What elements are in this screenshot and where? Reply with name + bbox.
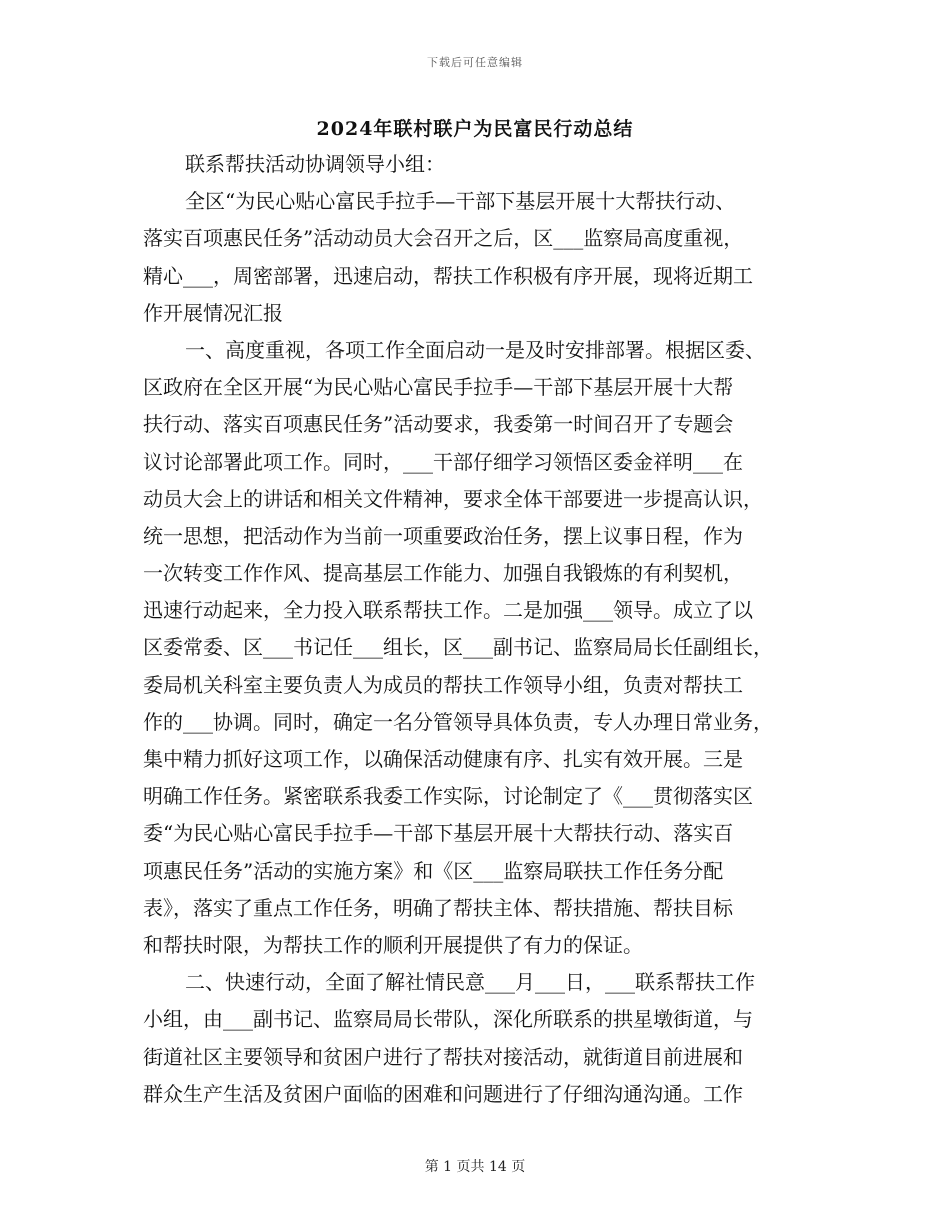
body-line: 落实百项惠民任务”活动动员大会召开之后，区___监察局高度重视， — [143, 226, 744, 251]
page-footer: 第 1 页共 14 页 — [424, 1159, 526, 1175]
body-line: 明确工作任务。紧密联系我委工作实际，讨论制定了《___贯彻落实区 — [143, 784, 753, 809]
page-header-note: 下载后可任意编辑 — [427, 56, 523, 69]
body-line: 区政府在全区开展“为民心贴心富民手拉手—干部下基层开展十大帮 — [143, 375, 734, 400]
body-line: 和帮扶时限，为帮扶工作的顺利开展提供了有力的保证。 — [143, 932, 643, 957]
body-line: 街道社区主要领导和贫困户进行了帮扶对接活动，就街道目前进展和 — [143, 1044, 743, 1069]
body-line: 精心___，周密部署，迅速启动，帮扶工作积极有序开展，现将近期工 — [143, 263, 753, 288]
body-line: 群众生产生活及贫困户面临的困难和问题进行了仔细沟通沟通。工作 — [143, 1081, 743, 1106]
body-line: 委局机关科室主要负责人为成员的帮扶工作领导小组，负责对帮扶工 — [143, 672, 743, 697]
body-line: 联系帮扶活动协调领导小组： — [185, 152, 445, 176]
body-line: 迅速行动起来，全力投入联系帮扶工作。二是加强___领导。成立了以 — [143, 598, 753, 623]
body-line: 小组，由___副书记、监察局局长带队，深化所联系的拱星墩街道，与 — [143, 1007, 753, 1032]
body-line: 表》，落实了重点工作任务，明确了帮扶主体、帮扶措施、帮扶目标 — [143, 895, 733, 920]
body-line: 集中精力抓好这项工作，以确保活动健康有序、扎实有效开展。三是 — [143, 747, 743, 771]
body-line: 作的___协调。同时，确定一名分管领导具体负责，专人办理日常业务， — [143, 709, 773, 734]
body-line: 统一思想，把活动作为当前一项重要政治任务，摆上议事日程，作为 — [143, 523, 743, 548]
body-line: 一、高度重视，各项工作全面启动一是及时安排部署。根据区委、 — [185, 337, 765, 362]
body-line: 作开展情况汇报 — [143, 300, 283, 325]
body-line: 议讨论部署此项工作。同时，___干部仔细学习领悟区委金祥明___在 — [143, 449, 743, 474]
document-title: 2024年联村联户为民富民行动总结 — [316, 118, 634, 140]
body-line: 项惠民任务”活动的实施方案》和《区___监察局联扶工作任务分配 — [143, 858, 724, 883]
body-line: 委“为民心贴心富民手拉手—干部下基层开展十大帮扶行动、落实百 — [143, 821, 734, 846]
document-body — [143, 146, 815, 1113]
body-line: 区委常委、区___书记任___组长，区___副书记、监察局局长任副组长， — [143, 635, 773, 660]
body-line: 全区“为民心贴心富民手拉手—干部下基层开展十大帮扶行动、 — [185, 189, 736, 214]
body-line: 二、快速行动，全面了解社情民意___月___日，___联系帮扶工作 — [185, 970, 755, 995]
body-line: 扶行动、落实百项惠民任务”活动要求，我委第一时间召开了专题会 — [143, 412, 734, 437]
body-line: 动员大会上的讲话和相关文件精神，要求全体干部要进一步提高认识， — [143, 486, 763, 511]
body-line: 一次转变工作作风、提高基层工作能力、加强自我锻炼的有利契机， — [143, 561, 743, 586]
